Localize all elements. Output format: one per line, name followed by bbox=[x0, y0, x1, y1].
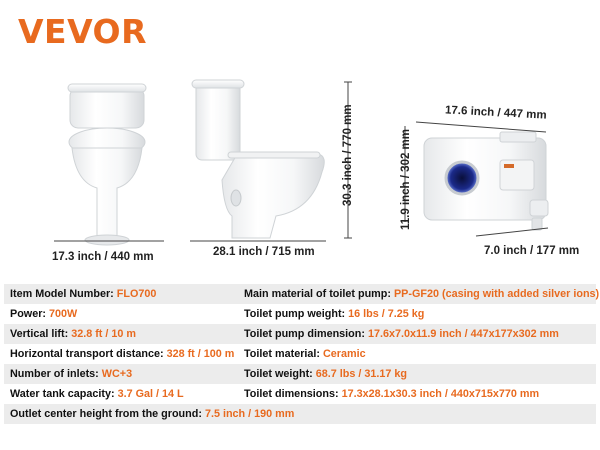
spec-left bbox=[10, 324, 136, 344]
spec-right bbox=[244, 384, 539, 404]
pump-height-label: 11.9 inch / 302 mm bbox=[400, 128, 412, 230]
spec-value: 68.7 lbs / 31.17 kg bbox=[315, 368, 408, 380]
vevor-logo: VEVOR bbox=[18, 12, 148, 51]
pump-length-label: 17.6 inch / 447 mm bbox=[444, 104, 547, 122]
spec-left bbox=[10, 364, 132, 384]
side-length-label: 28.1 inch / 715 mm bbox=[213, 246, 315, 258]
spec-left bbox=[10, 284, 156, 304]
front-width-label: 17.3 inch / 440 mm bbox=[52, 251, 154, 263]
spec-label: Power: bbox=[10, 308, 46, 320]
spec-right bbox=[244, 344, 366, 364]
spec-value: 7.5 inch / 190 mm bbox=[204, 408, 295, 420]
spec-label: Toilet material: bbox=[244, 348, 320, 360]
spec-label: Water tank capacity: bbox=[10, 388, 115, 400]
spec-left bbox=[10, 304, 77, 324]
spec-row bbox=[4, 364, 596, 384]
spec-value: 17.6x7.0x11.9 inch / 447x177x302 mm bbox=[367, 328, 559, 340]
spec-label: Vertical lift: bbox=[10, 328, 69, 340]
spec-left bbox=[10, 404, 294, 424]
product-illustration bbox=[0, 60, 600, 270]
spec-table bbox=[4, 284, 600, 422]
spec-left bbox=[10, 384, 184, 404]
spec-value: Ceramic bbox=[323, 348, 366, 360]
spec-right bbox=[244, 324, 559, 344]
spec-value: 3.7 Gal / 14 L bbox=[117, 388, 184, 400]
spec-label: Toilet pump dimension: bbox=[244, 328, 365, 340]
spec-right bbox=[244, 284, 599, 304]
pump-width-label: 7.0 inch / 177 mm bbox=[484, 245, 580, 257]
spec-label: Outlet center height from the ground: bbox=[10, 408, 202, 420]
spec-label: Toilet weight: bbox=[244, 368, 313, 380]
spec-row bbox=[4, 344, 596, 364]
spec-value: 17.3x28.1x30.3 inch / 440x715x770 mm bbox=[341, 388, 540, 400]
toilet-front-view bbox=[68, 84, 146, 245]
spec-row bbox=[4, 304, 596, 324]
spec-left bbox=[10, 344, 234, 364]
spec-value: FLO700 bbox=[116, 288, 157, 300]
spec-label: Main material of toilet pump: bbox=[244, 288, 391, 300]
spec-label: Number of inlets: bbox=[10, 368, 99, 380]
spec-right bbox=[244, 304, 424, 324]
spec-value: 16 lbs / 7.25 kg bbox=[348, 308, 425, 320]
height-label: 30.3 inch / 770 mm bbox=[342, 104, 354, 206]
spec-row bbox=[4, 284, 600, 304]
spec-label: Horizontal transport distance: bbox=[10, 348, 164, 360]
toilet-side-view bbox=[192, 80, 324, 238]
spec-row bbox=[4, 384, 596, 404]
spec-right bbox=[244, 364, 407, 384]
spec-value: 328 ft / 100 m bbox=[166, 348, 235, 360]
spec-row bbox=[4, 404, 596, 424]
spec-value: 32.8 ft / 10 m bbox=[71, 328, 137, 340]
spec-label: Item Model Number: bbox=[10, 288, 114, 300]
toilet-pump-unit bbox=[424, 132, 548, 230]
spec-value: PP-GF20 (casing with added silver ions) bbox=[393, 288, 600, 300]
spec-label: Toilet dimensions: bbox=[244, 388, 339, 400]
spec-value: WC+3 bbox=[101, 368, 133, 380]
spec-row bbox=[4, 324, 596, 344]
spec-label: Toilet pump weight: bbox=[244, 308, 346, 320]
spec-value: 700W bbox=[49, 308, 78, 320]
